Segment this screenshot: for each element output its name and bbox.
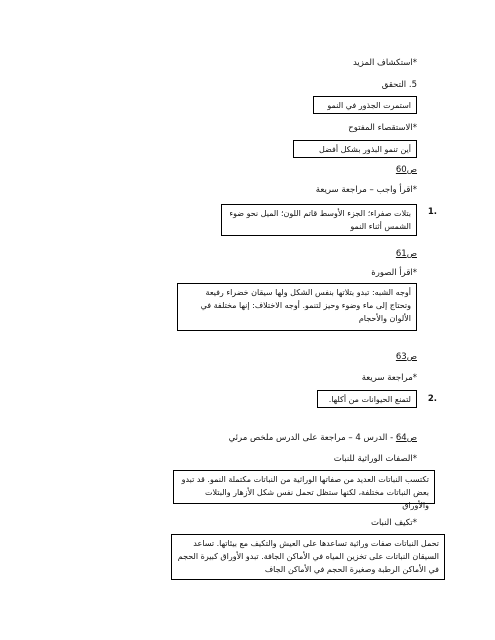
traits-heading: *الصفات الوراثية للنبات (333, 454, 417, 464)
question-1-answer-box: بتلات صفراء؛ الجزء الأوسط قاتم اللون؛ الميل نحو ضوء الشمس أثناء النمو (221, 204, 417, 236)
homework-review-heading: *اقرأ واجب – مراجعة سريعة (315, 185, 417, 195)
open-inquiry-heading: *الاستقصاء المفتوح (348, 123, 417, 133)
verify-heading: 5. التحقق (381, 80, 417, 90)
lesson-4-heading (229, 433, 417, 443)
quick-review-heading: *مراجعة سريعة (361, 373, 417, 383)
page-63-heading: ص63 (395, 352, 417, 362)
adaptation-answer-box: تحمل النباتات صفات وراثية تساعدها على العيش والتكيف مع بيئاتها. تساعد السيقان النباتات على تخزين المياه في الأماكن الجافة. تبدو الأوراق كبيرة الحجم في الأماكن الرطبة وصغيرة الحجم في الأماكن الجاف (171, 534, 445, 580)
page-61-answer-box: أوجه الشبه: تبدو بتلاتها بنفس الشكل ولها سيقان خضراء رفيعة وتحتاج إلى ماء وضوء وحيز لتنمو. أوجه الاختلاف: إنها مختلفة في الألوان والأحجام (177, 283, 417, 331)
adaptation-heading: *تكيف النبات (370, 518, 417, 528)
question-1-number: .1 (427, 207, 437, 217)
read-picture-heading: *اقرأ الصورة (371, 268, 417, 278)
explore-more-heading: *استكشاف المزيد (352, 58, 417, 68)
seeds-answer-box: أين تنمو البذور بشكل أفضل (293, 140, 417, 158)
question-2-number: .2 (427, 394, 437, 404)
page-61-heading: ص61 (395, 249, 417, 259)
traits-answer-box: تكتسب النباتات العديد من صفاتها الوراثية من النباتات مكتملة النمو. قد تبدو بعض النباتات مختلفة، لكنها ستظل تحمل نفس شكل الأزهار والبتلات والأوراق (173, 470, 435, 504)
page-64-link-text: ص64 (395, 433, 417, 443)
page-60-heading: ص60 (395, 165, 417, 175)
question-2-answer-box: لتمنع الحيوانات من أكلها. (317, 390, 417, 408)
lesson-4-title: - الدرس 4 – مراجعة على الدرس ملخص مرئي (228, 433, 396, 443)
roots-answer-box: استمرت الجذور في النمو (313, 96, 417, 114)
